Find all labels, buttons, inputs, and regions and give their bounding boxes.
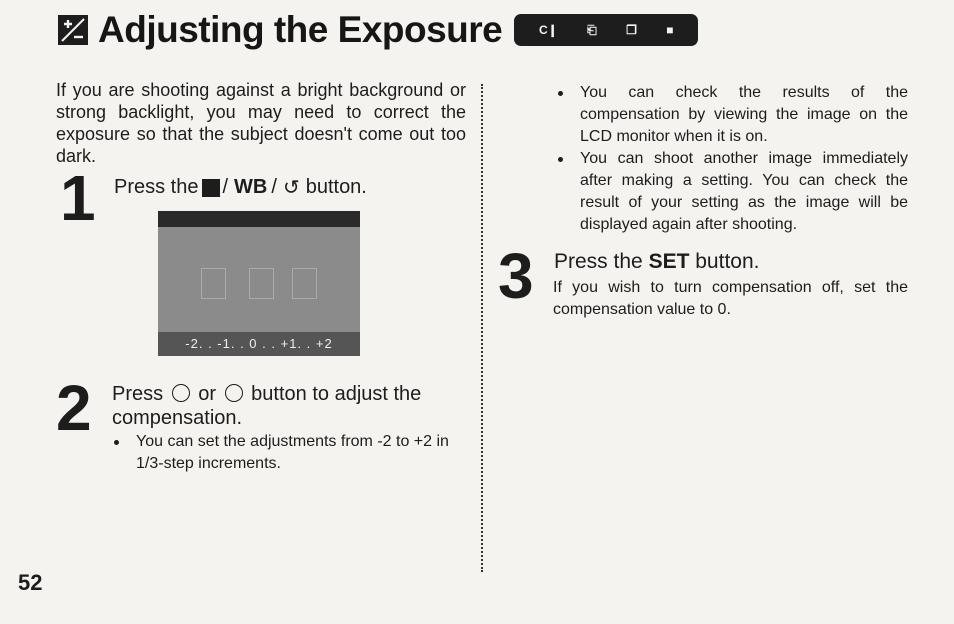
lcd-status-bar	[158, 211, 360, 227]
exposure-scale: -2. . -1. . 0 . . +1. . +2	[158, 332, 360, 356]
focus-frame	[292, 268, 317, 299]
title-text: Adjusting the Exposure	[98, 9, 503, 50]
slash: /	[271, 176, 277, 198]
mode-cm-icon: C❙	[538, 23, 558, 37]
exposure-compensation-icon	[58, 15, 88, 45]
step-3-heading	[554, 250, 759, 274]
focus-frame	[249, 268, 274, 299]
mode-sequence-icon: ❐	[626, 23, 637, 37]
step-2-heading-or: or	[198, 383, 217, 405]
mode-icon-bar	[514, 14, 698, 46]
list-item: You can set the adjustments from -2 to +2 in 1/3-step increments.	[110, 431, 465, 475]
intro-paragraph: If you are shooting against a bright background or strong backlight, you may need to correct the exposure so that the subject doesn't come out too dark.	[56, 80, 466, 166]
list-item: You can shoot another image immediately after making a setting. You can check the result of your setting as the image will be displayed again after shooting.	[554, 148, 908, 236]
page-title	[58, 6, 698, 54]
step-3-description: If you wish to turn compensation off, set the compensation value to 0.	[553, 279, 908, 318]
step-3-number: 3	[498, 240, 534, 312]
flash-button-icon: ↺	[282, 177, 300, 199]
page-number: 52	[18, 570, 43, 595]
step-1-heading	[114, 175, 367, 200]
step-2-bullets	[110, 431, 465, 475]
step-3-heading-prefix: Press the	[554, 250, 643, 273]
mode-single-frame-icon: ⎗	[587, 22, 597, 37]
slash: /	[222, 176, 229, 198]
set-button-label: SET	[648, 250, 690, 273]
right-arrow-button-icon	[225, 384, 243, 402]
exposure-button-icon	[202, 179, 220, 197]
lcd-screen-illustration	[158, 211, 360, 356]
column-divider	[481, 84, 483, 572]
step-3-heading-suffix: button.	[695, 250, 760, 273]
step-2-heading	[112, 382, 462, 430]
step-2-heading-part2: button to adjust the compensation.	[112, 383, 422, 429]
step-2-heading-part1: Press	[112, 383, 164, 405]
wb-button-label: WB	[234, 176, 268, 198]
focus-frame	[201, 268, 226, 299]
right-bullets	[554, 82, 908, 236]
step-1-number: 1	[60, 162, 96, 234]
list-item: You can check the results of the compensation by viewing the image on the LCD monitor when it is on.	[554, 82, 908, 148]
step-1-heading-suffix: button.	[305, 176, 367, 198]
step-1-heading-prefix: Press the	[114, 176, 199, 198]
left-arrow-button-icon	[172, 384, 190, 402]
mode-movie-icon: ■	[666, 23, 674, 37]
step-2-number: 2	[56, 372, 92, 444]
